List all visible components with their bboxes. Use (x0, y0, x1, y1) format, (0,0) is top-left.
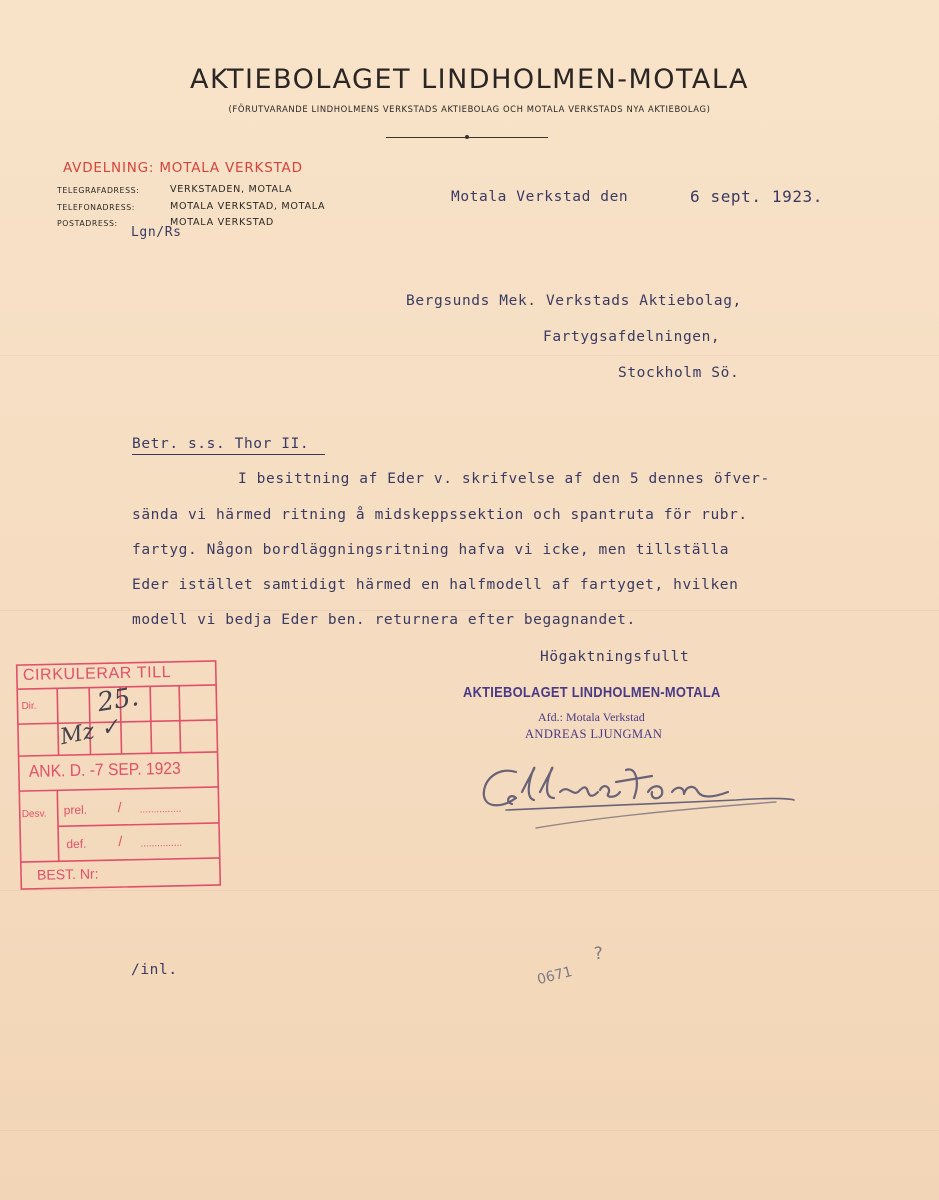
closing-salutation: Högaktningsfullt (540, 649, 690, 665)
signature-stamp-name: ANDREAS LJUNGMAN (525, 727, 663, 741)
postal-value: MOTALA VERKSTAD (170, 217, 274, 228)
telephone-value: MOTALA VERKSTAD, MOTALA (170, 201, 326, 212)
recipient-line: Bergsunds Mek. Verkstads Aktiebolag, (406, 293, 742, 309)
body-line: Eder istället samtidigt härmed en halfmodell af fartyget, hvilken (132, 577, 739, 593)
pencil-archive-number: 0671 (535, 963, 575, 989)
received-date: ANK. D. -7 SEP. 1923 (28, 758, 181, 781)
telephone-label: TELEFONADRESS: (57, 203, 136, 212)
letter-date: 6 sept. 1923. (690, 187, 824, 206)
company-name: AKTIEBOLAGET LINDHOLMEN-MOTALA (189, 64, 750, 95)
stamp-best-nr: BEST. Nr: (36, 865, 99, 883)
stamp-prel-label: prel. (63, 802, 88, 818)
reference-code: Lgn/Rs (131, 225, 182, 240)
stamp-desv-label: Desv. (21, 808, 47, 821)
department-heading: AVDELNING: MOTALA VERKSTAD (63, 160, 303, 176)
stamp-prel-slash: / (117, 798, 122, 816)
handwritten-number: 25. (95, 681, 141, 719)
received-stamp (15, 659, 227, 893)
body-line: fartyg. Någon bordläggningsritning hafva vi icke, men tillställa (132, 542, 730, 558)
stamp-def-label: def. (66, 836, 87, 852)
stamp-dir-label: Dir. (21, 700, 37, 713)
signature-stamp-company: AKTIEBOLAGET LINDHOLMEN-MOTALA (463, 684, 721, 701)
subject-line: Betr. s.s. Thor II. (132, 436, 310, 452)
body-line: modell vi bedja Eder ben. returnera efter begagnandet. (132, 612, 636, 628)
place-line: Motala Verkstad den (451, 189, 629, 205)
pencil-question-mark: ? (593, 943, 604, 965)
company-subtitle: (FÖRUTVARANDE LINDHOLMENS VERKSTADS AKTIEBOLAG OCH MOTALA VERKSTADS NYA AKTIEBOLAG) (228, 104, 711, 114)
stamp-def-dots: ............... (140, 837, 183, 850)
body-line: I besittning af Eder v. skrifvelse af den 5 dennes öfver- (238, 471, 770, 487)
recipient-line: Fartygsafdelningen, (543, 329, 721, 345)
recipient-line: Stockholm Sö. (618, 365, 740, 381)
stamp-def-slash: / (118, 832, 123, 850)
paper-line (0, 355, 939, 356)
telegraph-value: VERKSTADEN, MOTALA (170, 184, 293, 195)
enclosure-note: /inl. (131, 962, 178, 978)
header-rule-dot (465, 135, 469, 139)
stamp-title: CIRKULERAR TILL (22, 663, 172, 685)
subject-underline (132, 454, 325, 455)
paper-line (0, 1130, 939, 1131)
telegraph-label: TELEGRAFADRESS: (57, 186, 140, 195)
handwritten-signature (476, 752, 806, 842)
signature-stamp-division: Afd.: Motala Verkstad (538, 710, 645, 724)
stamp-prel-dots: ............... (139, 803, 182, 816)
postal-label: POSTADRESS: (57, 219, 118, 228)
handwritten-initials: Mz ✓ (58, 714, 122, 751)
body-line: sända vi härmed ritning å midskeppssektion och spantruta för rubr. (132, 507, 748, 523)
paper-line (0, 610, 939, 611)
